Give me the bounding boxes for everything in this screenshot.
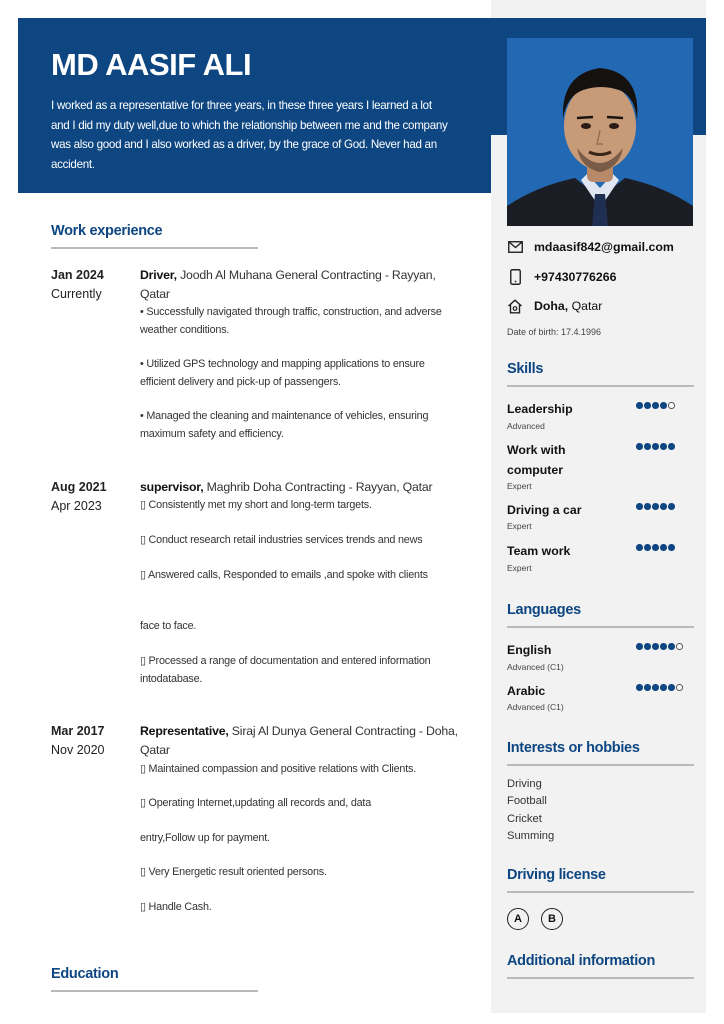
- rating-dot-filled: [644, 402, 651, 409]
- job-2-bullet-2: ▯ Conduct research retail industries services trends and news: [140, 534, 423, 546]
- education-heading: Education: [51, 966, 119, 982]
- job-2-title: supervisor, Maghrib Doha Contracting - Rayyan, Qatar: [140, 480, 433, 494]
- skill-rating: [636, 503, 675, 510]
- rating-dot-filled: [644, 443, 651, 450]
- date-of-birth: Date of birth: 17.4.1996: [507, 327, 602, 337]
- language-level: Advanced (C1): [507, 702, 564, 712]
- job-2-bullet-3: ▯ Answered calls, Responded to emails ,and spoke with clients: [140, 569, 428, 581]
- candidate-name: MD AASIF ALI: [51, 47, 252, 82]
- skills-divider: [507, 385, 694, 387]
- rating-dot-filled: [660, 684, 667, 691]
- job-1-date-start: Jan 2024: [51, 268, 104, 282]
- hobby-item: Cricket: [507, 813, 542, 825]
- hobby-item: Summing: [507, 830, 555, 842]
- skill-level: Expert: [507, 481, 532, 491]
- job-3-date-start: Mar 2017: [51, 724, 105, 738]
- rating-dot-filled: [652, 443, 659, 450]
- interests-heading: Interests or hobbies: [507, 740, 640, 756]
- license-category-b: B: [541, 908, 563, 930]
- rating-dot-filled: [652, 643, 659, 650]
- skill-rating: [636, 402, 675, 409]
- contact-email[interactable]: [507, 239, 674, 255]
- skill-rating: [636, 544, 675, 551]
- job-2-date-end: Apr 2023: [51, 499, 102, 513]
- rating-dot-empty: [676, 643, 683, 650]
- rating-dot-filled: [636, 544, 643, 551]
- job-2-bullet-1: ▯ Consistently met my short and long-term targets.: [140, 499, 372, 511]
- rating-dot-filled: [644, 643, 651, 650]
- language-rating: [636, 684, 683, 691]
- work-experience-divider: [51, 247, 258, 249]
- rating-dot-filled: [636, 643, 643, 650]
- education-divider: [51, 990, 258, 992]
- profile-photo-image: [507, 38, 693, 226]
- job-3-title: Representative, Siraj Al Dunya General Contracting - Doha, Qatar: [140, 724, 458, 757]
- rating-dot-filled: [668, 503, 675, 510]
- interests-divider: [507, 764, 694, 766]
- rating-dot-filled: [652, 503, 659, 510]
- work-experience-heading: Work experience: [51, 223, 163, 239]
- rating-dot-filled: [652, 684, 659, 691]
- job-1-bullet-2: • Utilized GPS technology and mapping applications to ensure efficient delivery and pick-up of passengers.: [140, 358, 425, 388]
- rating-dot-filled: [644, 684, 651, 691]
- skill-level: Expert: [507, 563, 532, 573]
- rating-dot-filled: [644, 544, 651, 551]
- address-text: Doha, Qatar: [534, 299, 603, 313]
- skill-name: Work with computer: [507, 443, 566, 477]
- license-category-a: A: [507, 908, 529, 930]
- profile-summary: I worked as a representative for three years, in these three years I learned a lot and I did my duty well,due to which the relationship between me and the company was also good and I also worked as a driver, by the grace of God. Never had an accident.: [51, 99, 448, 171]
- home-icon: [507, 298, 523, 314]
- hobby-item: Football: [507, 795, 547, 807]
- rating-dot-filled: [652, 402, 659, 409]
- additional-information-heading: Additional information: [507, 953, 656, 969]
- job-1-date-end: Currently: [51, 287, 102, 301]
- rating-dot-filled: [660, 643, 667, 650]
- skill-name: Leadership: [507, 402, 573, 416]
- additional-information-divider: [507, 977, 694, 979]
- rating-dot-filled: [636, 443, 643, 450]
- rating-dot-filled: [660, 402, 667, 409]
- rating-dot-filled: [660, 503, 667, 510]
- job-3-bullet-1: ▯ Maintained compassion and positive relations with Clients.: [140, 763, 417, 775]
- language-rating: [636, 643, 683, 650]
- skill-level: Advanced: [507, 421, 545, 431]
- language-level: Advanced (C1): [507, 662, 564, 672]
- rating-dot-filled: [652, 544, 659, 551]
- envelope-icon: [507, 239, 523, 255]
- job-2-bullet-5: ▯ Processed a range of documentation and entered information intodatabase.: [140, 655, 431, 685]
- driving-license-heading: Driving license: [507, 867, 606, 883]
- rating-dot-empty: [676, 684, 683, 691]
- skill-level: Expert: [507, 521, 532, 531]
- rating-dot-filled: [644, 503, 651, 510]
- phone-text: +97430776266: [534, 270, 617, 284]
- job-1-bullet-1: • Successfully navigated through traffic, construction, and adverse weather conditions.: [140, 306, 442, 336]
- header-band-edge: [692, 18, 706, 135]
- skills-heading: Skills: [507, 361, 544, 377]
- rating-dot-filled: [668, 643, 675, 650]
- job-3-bullet-2: ▯ Operating Internet,updating all records and, data: [140, 797, 372, 809]
- job-2-date-start: Aug 2021: [51, 480, 107, 494]
- contact-address: [507, 298, 602, 314]
- job-3-bullet-4: ▯ Very Energetic result oriented persons.: [140, 866, 327, 878]
- job-3-date-end: Nov 2020: [51, 743, 105, 757]
- rating-dot-filled: [636, 684, 643, 691]
- hobby-item: Driving: [507, 778, 542, 790]
- job-2-bullet-4: face to face.: [140, 620, 197, 632]
- rating-dot-empty: [668, 402, 675, 409]
- rating-dot-filled: [660, 544, 667, 551]
- languages-divider: [507, 626, 694, 628]
- rating-dot-filled: [668, 443, 675, 450]
- skill-name: Team work: [507, 544, 571, 558]
- language-name: English: [507, 643, 552, 657]
- job-3-bullet-5: ▯ Handle Cash.: [140, 901, 212, 913]
- driving-license-divider: [507, 891, 694, 893]
- job-1-bullet-3: • Managed the cleaning and maintenance of vehicles, ensuring maximum safety and efficiency.: [140, 410, 429, 440]
- mobile-phone-icon: [507, 269, 523, 285]
- profile-photo: [507, 38, 693, 226]
- rating-dot-filled: [636, 402, 643, 409]
- rating-dot-filled: [668, 544, 675, 551]
- rating-dot-filled: [668, 684, 675, 691]
- skill-name: Driving a car: [507, 503, 582, 517]
- job-3-bullet-3: entry,Follow up for payment.: [140, 832, 270, 844]
- rating-dot-filled: [660, 443, 667, 450]
- languages-heading: Languages: [507, 602, 581, 618]
- skill-rating: [636, 443, 675, 450]
- email-text: mdaasif842@gmail.com: [534, 240, 674, 254]
- language-name: Arabic: [507, 684, 546, 698]
- job-1-title: Driver, Joodh Al Muhana General Contracting - Rayyan, Qatar: [140, 268, 436, 301]
- contact-phone[interactable]: [507, 269, 616, 285]
- rating-dot-filled: [636, 503, 643, 510]
